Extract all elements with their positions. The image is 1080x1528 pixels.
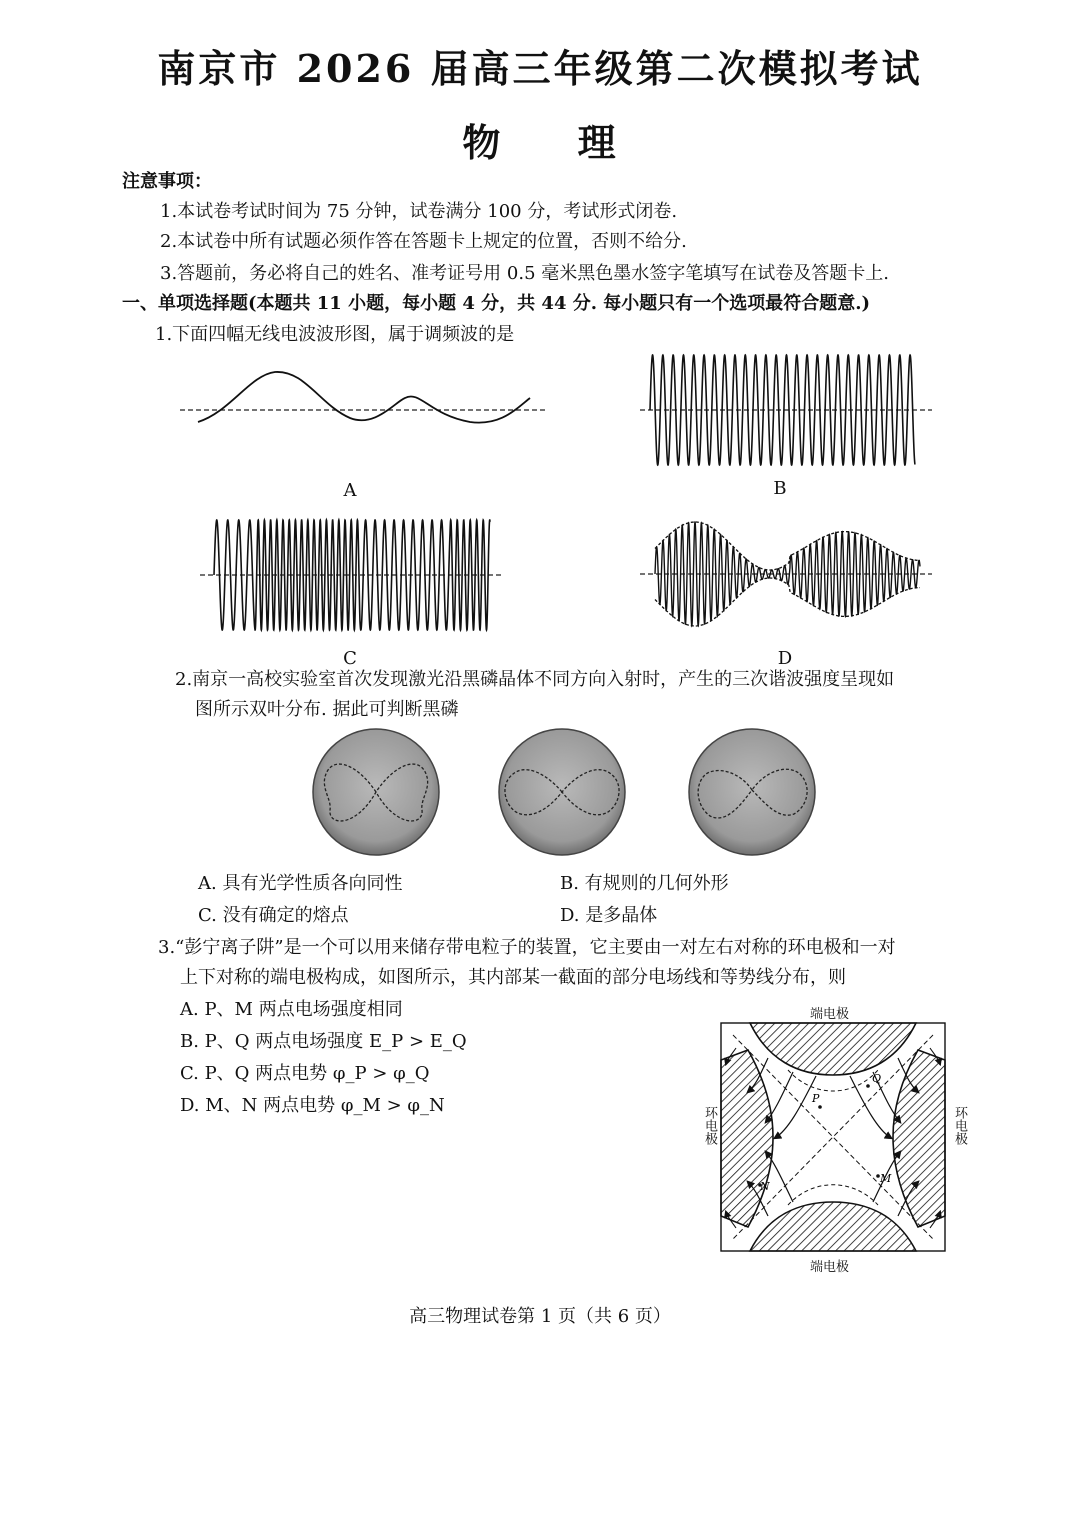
left-electrode-label: 环电极 (702, 1106, 717, 1145)
q3-stem-line2: 上下对称的端电极构成，如图所示，其内部某一截面的部分电场线和等势线分布，则 (180, 967, 846, 988)
top-end-electrode (750, 1023, 916, 1075)
q2-option-c: C. 没有确定的熔点 (198, 905, 349, 926)
point-n-label: N (760, 1180, 770, 1193)
right-ring-electrode (893, 1050, 945, 1227)
harmonic-pattern-2 (499, 729, 625, 855)
point-m-label: M (880, 1172, 892, 1185)
q2-figure (300, 728, 830, 858)
wave-a-figure (180, 360, 550, 440)
q3-option-d: D. M、N 两点电势 φ_M > φ_N (180, 1095, 445, 1116)
harmonic-pattern-1 (313, 729, 439, 855)
penning-trap-figure (718, 1020, 948, 1255)
q2-option-b: B. 有规则的几何外形 (560, 873, 729, 894)
q1-stem: 1.下面四幅无线电波波形图，属于调频波的是 (155, 324, 515, 345)
notice-heading: 注意事项： (122, 171, 212, 192)
left-ring-electrode (721, 1050, 773, 1227)
wave-b-label: B (773, 478, 787, 499)
q2-option-a: A. 具有光学性质各向同性 (198, 873, 403, 894)
q3-option-b: B. P、Q 两点电场强度 E_P > E_Q (180, 1031, 467, 1052)
page-footer: 高三物理试卷第 1 页（共 6 页） (409, 1306, 671, 1327)
top-electrode-label: 端电极 (810, 1007, 850, 1022)
right-electrode-label: 环电极 (952, 1106, 967, 1145)
harmonic-pattern-3 (689, 729, 815, 855)
wave-a-curve (198, 372, 530, 423)
wave-d-envelope-bottom (655, 578, 920, 626)
wave-c-curve (214, 520, 490, 630)
point-p-label: P (812, 1092, 820, 1105)
exam-title: 南京市 2026 届高三年级第二次模拟考试 (157, 46, 923, 91)
wave-c-figure (200, 515, 505, 640)
q3-option-c: C. P、Q 两点电势 φ_P > φ_Q (180, 1063, 430, 1084)
q3-stem-line1: 3.“彭宁离子阱”是一个可以用来储存带电粒子的装置，它主要由一对左右对称的环电极和一对 (158, 937, 896, 958)
q2-stem-line1: 2.南京一高校实验室首次发现激光沿黑磷晶体不同方向入射时，产生的三次谐波强度呈现如 (175, 669, 895, 690)
wave-d-figure (640, 512, 935, 637)
wave-c-label: C (343, 648, 357, 669)
wave-d-label: D (777, 648, 793, 669)
bottom-end-electrode (750, 1202, 916, 1251)
q3-option-a: A. P、M 两点电场强度相同 (180, 999, 403, 1020)
notice-item-1: 1.本试卷考试时间为 75 分钟，试卷满分 100 分，考试形式闭卷. (160, 201, 678, 222)
subject-title: 物 理 (462, 120, 618, 165)
wave-a-label: A (343, 480, 357, 501)
q2-stem-line2: 图所示双叶分布. 据此可判断黑磷 (195, 699, 459, 720)
bottom-electrode-label: 端电极 (810, 1260, 850, 1275)
notice-item-2: 2.本试卷中所有试题必须作答在答题卡上规定的位置，否则不给分. (160, 231, 687, 252)
point-q-label: Q (872, 1072, 882, 1085)
section-heading: 一、单项选择题(本题共 11 小题，每小题 4 分，共 44 分. 每小题只有一个选项最符合题意.) (122, 293, 871, 314)
notice-item-3: 3.答题前，务必将自己的姓名、准考证号用 0.5 毫米黑色墨水签字笔填写在试卷及答题卡上. (160, 263, 889, 284)
q2-option-d: D. 是多晶体 (560, 905, 658, 926)
wave-b-figure (640, 350, 935, 475)
